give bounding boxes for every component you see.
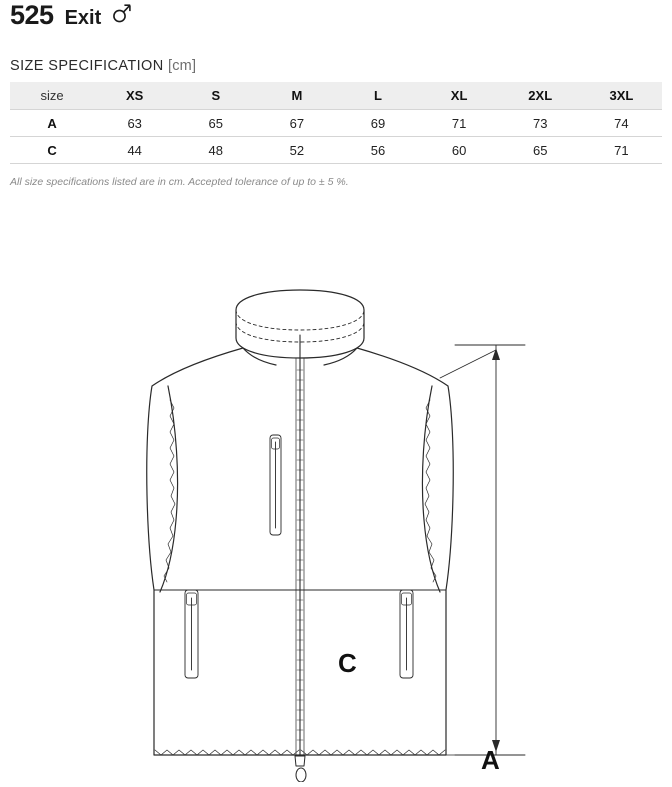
cell-c-xl: 60	[419, 137, 500, 164]
cell-a-l: 69	[337, 110, 418, 137]
size-table-wrapper	[10, 82, 662, 164]
cell-a-2xl: 73	[500, 110, 581, 137]
cell-a-xl: 71	[419, 110, 500, 137]
spec-title	[10, 58, 196, 74]
spec-title-text: SIZE SPECIFICATION	[10, 58, 164, 74]
spec-title-unit: [cm]	[168, 58, 197, 74]
cell-a-3xl: 74	[581, 110, 662, 137]
male-gender-icon	[112, 2, 132, 24]
product-header	[10, 2, 132, 29]
table-row	[10, 110, 662, 137]
cell-c-2xl: 65	[500, 137, 581, 164]
column-header-size: size	[10, 82, 94, 110]
column-header-m: M	[256, 82, 337, 110]
table-header-row	[10, 82, 662, 110]
column-header-3xl: 3XL	[581, 82, 662, 110]
cell-c-l: 56	[337, 137, 418, 164]
tolerance-note: All size specifications listed are in cm. Accepted tolerance of up to ± 5 %.	[10, 176, 349, 188]
size-specification-table	[10, 82, 662, 164]
measurement-label-a: A	[481, 745, 500, 775]
cell-a-xs: 63	[94, 110, 175, 137]
cell-c-s: 48	[175, 137, 256, 164]
cell-a-s: 65	[175, 110, 256, 137]
product-name: Exit	[64, 7, 102, 29]
vest-drawing-svg	[0, 210, 672, 782]
row-label-c: C	[10, 137, 94, 164]
column-header-xs: XS	[94, 82, 175, 110]
row-label-a: A	[10, 110, 94, 137]
cell-a-m: 67	[256, 110, 337, 137]
column-header-s: S	[175, 82, 256, 110]
cell-c-3xl: 71	[581, 137, 662, 164]
cell-c-m: 52	[256, 137, 337, 164]
cell-c-xs: 44	[94, 137, 175, 164]
vest-technical-drawing	[0, 210, 672, 782]
column-header-2xl: 2XL	[500, 82, 581, 110]
table-row	[10, 137, 662, 164]
column-header-xl: XL	[419, 82, 500, 110]
column-header-l: L	[337, 82, 418, 110]
product-code: 525	[10, 0, 54, 30]
measurement-label-c: C	[338, 648, 357, 678]
